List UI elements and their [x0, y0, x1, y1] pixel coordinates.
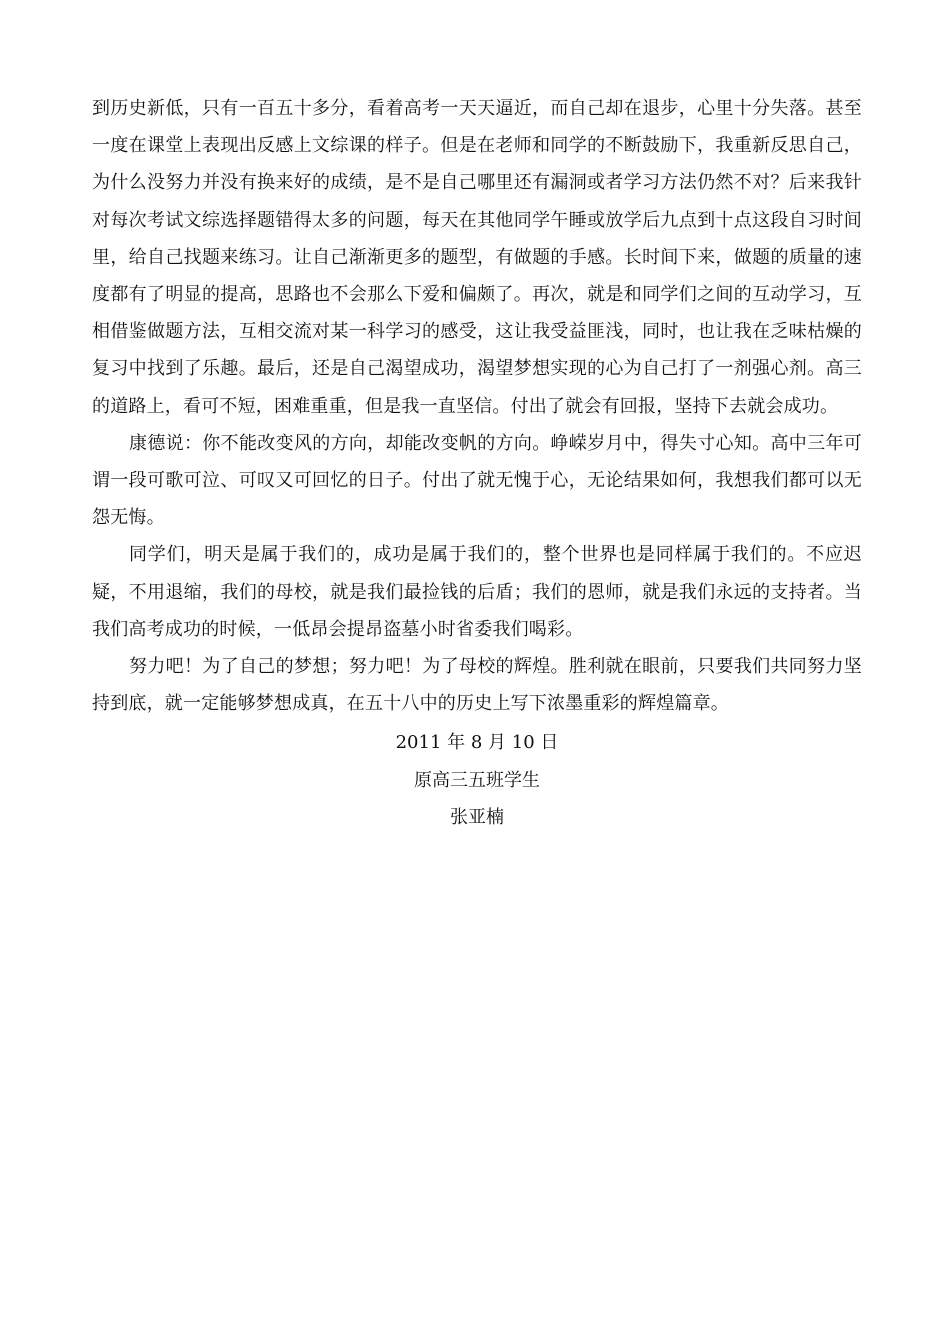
- signature-affiliation: 原高三五班学生: [414, 769, 540, 791]
- body-paragraph-closing: 努力吧！为了自己的梦想；努力吧！为了母校的辉煌。胜利就在眼前，只要我们共同努力坚持到底，就一定能够梦想成真，在五十八中的历史上写下浓墨重彩的辉煌篇章。: [92, 656, 862, 715]
- body-paragraph-continued: 到历史新低，只有一百五十多分，看着高考一天天逼近，而自己却在退步，心里十分失落。甚至一度在课堂上表现出反感上文综课的样子。但是在老师和同学的不断鼓励下，我重新反思自己，为什么没努力并没有换来好的成绩，是不是自己哪里还有漏洞或者学习方法仍然不对？后来我针对每次考试文综选择题错得太多的问题，每天在其他同学午睡或放学后九点到十点这段自习时间里，给自己找题来练习。让自己渐渐更多的题型，有做题的手感。长时间下来，做题的质量的速度都有了明显的提高，思路也不会那么下爱和偏颇了。再次，就是和同学们之间的互动学习，互相借鉴做题方法，互相交流对某一科学习的感受，这让我受益匪浅，同时，也让我在乏味枯燥的复习中找到了乐趣。最后，还是自己渴望成功，渴望梦想实现的心为自己打了一剂强心剂。高三的道路上，看可不短，困难重重，但是我一直坚信。付出了就会有回报，坚持下去就会成功。: [92, 98, 862, 417]
- body-paragraph-kant-quote: 康德说：你不能改变风的方向，却能改变帆的方向。峥嵘岁月中，得失寸心知。高中三年可谓一段可歌可泣、可叹又可回忆的日子。付出了就无愧于心，无论结果如何，我想我们都可以无怨无悔。: [92, 432, 862, 529]
- signature-name: 张亚楠: [450, 806, 504, 828]
- document-page: [92, 90, 862, 836]
- signature-block: [92, 724, 862, 836]
- body-paragraph-classmates: 同学们，明天是属于我们的，成功是属于我们的，整个世界也是同样属于我们的。不应迟疑，不用退缩，我们的母校，就是我们最捡钱的后盾；我们的恩师，就是我们永远的支持者。当我们高考成功的时候，一低昂会提昂盗墓小时省委我们喝彩。: [92, 544, 862, 640]
- signature-date: 2011 年 8 月 10 日: [395, 732, 559, 754]
